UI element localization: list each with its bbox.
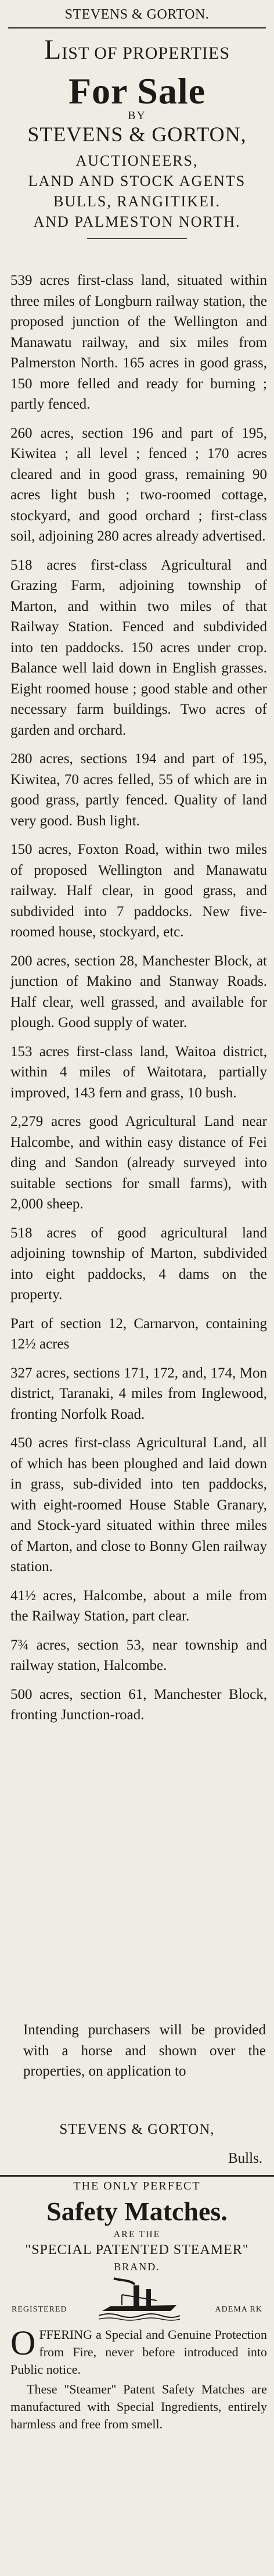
agents-line: LAND AND STOCK AGENTS bbox=[28, 173, 246, 189]
brand-line: BRAND. bbox=[114, 2261, 160, 2273]
divider bbox=[8, 27, 266, 28]
role-line: AUCTIONEERS, bbox=[75, 152, 199, 169]
list-title-initial: L bbox=[44, 34, 62, 65]
list-title-rest: IST OF PROPERTIES bbox=[62, 44, 230, 63]
property-listings bbox=[10, 270, 267, 1734]
listing-item: 450 acres first-class Agricultural Land, all of which has been ploughed and laid down in grass, sub-divided into ten paddocks, with eight-roomed House Stable Granary, and Stock-yard situated within three miles of Marton, and close to Bonny Glen railway station. bbox=[10, 1435, 267, 1575]
for-sale-heading: For Sale bbox=[68, 70, 206, 112]
paragraph bbox=[10, 2326, 267, 2378]
brand-name: "SPECIAL PATENTED STEAMER" bbox=[25, 2242, 249, 2257]
listing-item: 280 acres, sections 194 and part of 195, Kiwitea, 70 acres felled, 55 of which are in good grass, partly fenced. Quality of land very good. Bush light. bbox=[10, 751, 267, 829]
trademark-row bbox=[12, 2277, 262, 2324]
listing-item: Part of section 12, Carnarvon, containing 12½ acres bbox=[10, 1315, 267, 1352]
masthead: STEVENS & GORTON. bbox=[64, 7, 210, 22]
listing-item: 150 acres, Foxton Road, within two miles of proposed Wellington and Manawatu railway. Half clear, in good grass, and subdivided into 7 paddocks. New five-roomed house, stockyard, etc. bbox=[10, 842, 267, 940]
listing-item: 500 acres, section 61, Manchester Block, fronting Junction-road. bbox=[10, 1686, 267, 1723]
steamer-ship-icon bbox=[99, 2277, 180, 2323]
are-the-line: ARE THE bbox=[113, 2230, 161, 2239]
listing-item: 518 acres of good agricultural land adjoining township of Marton, subdivided into eight paddocks, 4 dams on the property. bbox=[10, 1225, 267, 1303]
match-ad-text bbox=[10, 2326, 267, 2435]
listing-item: 7¾ acres, section 53, near township and railway station, Halcombe. bbox=[10, 1637, 267, 1673]
trademark-label: ADEMA RK bbox=[215, 2305, 262, 2314]
listing-item: 327 acres, sections 171, 172, and, 174, Mon district, Taranaki, 4 miles from Inglewood, fronting Norfolk Road. bbox=[10, 1365, 267, 1422]
listing-item: 153 acres first-class land, Waitoa district, within 4 miles of Waitotara, partially improved, 143 fern and grass, 10 bush. bbox=[10, 1043, 267, 1101]
drop-cap: O bbox=[10, 2324, 36, 2362]
list-title bbox=[0, 34, 274, 66]
listing-item: 260 acres, section 196 and part of 195, Kiwitea ; all level ; fenced ; 170 acres cleared and in good grass, remaining 90 acres light bush ; two-roomed cottage, stockyard, and good orchard ; first-class soil, adjoining 280 acres already advertised. bbox=[10, 425, 267, 544]
listing-item: 539 acres first-class land, situated within three miles of Longburn railway station, the proposed junction of the Wellington and Manawatu railway, and six miles from Palmerston North. 165 acres in good grass, 150 more felled and ready for burning ; partly fenced. bbox=[10, 273, 267, 412]
paragraph-text: FFERING a Special and Genuine Protection from Fire, never before introduced into Public notice. bbox=[10, 2327, 267, 2377]
listing-item: 2,279 acres good Agricultural Land near Halcombe, and within easy distance of Fei ding and Sandon (already surveyed into suitable sections for small farms), with 2,000 sheep. bbox=[10, 1114, 267, 1212]
divider bbox=[0, 2175, 274, 2177]
paragraph: These "Steamer" Patent Safety Matches are manufactured with Special Ingredients, entirely harmless and free from smell. bbox=[10, 2382, 267, 2431]
signature-town: Bulls. bbox=[228, 2151, 262, 2166]
divider bbox=[87, 238, 187, 239]
listing-item: 200 acres, section 28, Manchester Block, at junction of Makino and Stanway Roads. Half clear, well grassed, and available for plough. Good supply of water. bbox=[10, 953, 267, 1031]
town-line-1: BULLS, RANGITIKEI. bbox=[53, 193, 221, 210]
by-line: BY bbox=[128, 109, 146, 122]
safety-matches-heading: Safety Matches. bbox=[46, 2196, 228, 2226]
town-line-2: AND PALMESTON NORTH. bbox=[33, 213, 241, 230]
listing-item: 518 acres first-class Agricultural and Grazing Farm, adjoining township of Marton, and within two miles of that Railway Station. Fenced and subdivided into ten paddocks. 150 acres under crop. Balance well laid down in English grasses. Eight roomed house ; good stable and other necessary farm buildings. Two acres of garden and orchard. bbox=[10, 557, 267, 738]
listing-item: 41½ acres, Halcombe, about a mile from the Railway Station, part clear. bbox=[10, 1587, 267, 1624]
registered-label: REGISTERED bbox=[12, 2305, 67, 2314]
firm-name: STEVENS & GORTON, bbox=[27, 123, 247, 146]
closing-note: Intending purchasers will be provided with a horse and shown over the properties, on application to bbox=[23, 2022, 266, 2079]
signature: STEVENS & GORTON, bbox=[59, 2121, 215, 2137]
only-perfect-line: THE ONLY PERFECT bbox=[73, 2180, 201, 2192]
